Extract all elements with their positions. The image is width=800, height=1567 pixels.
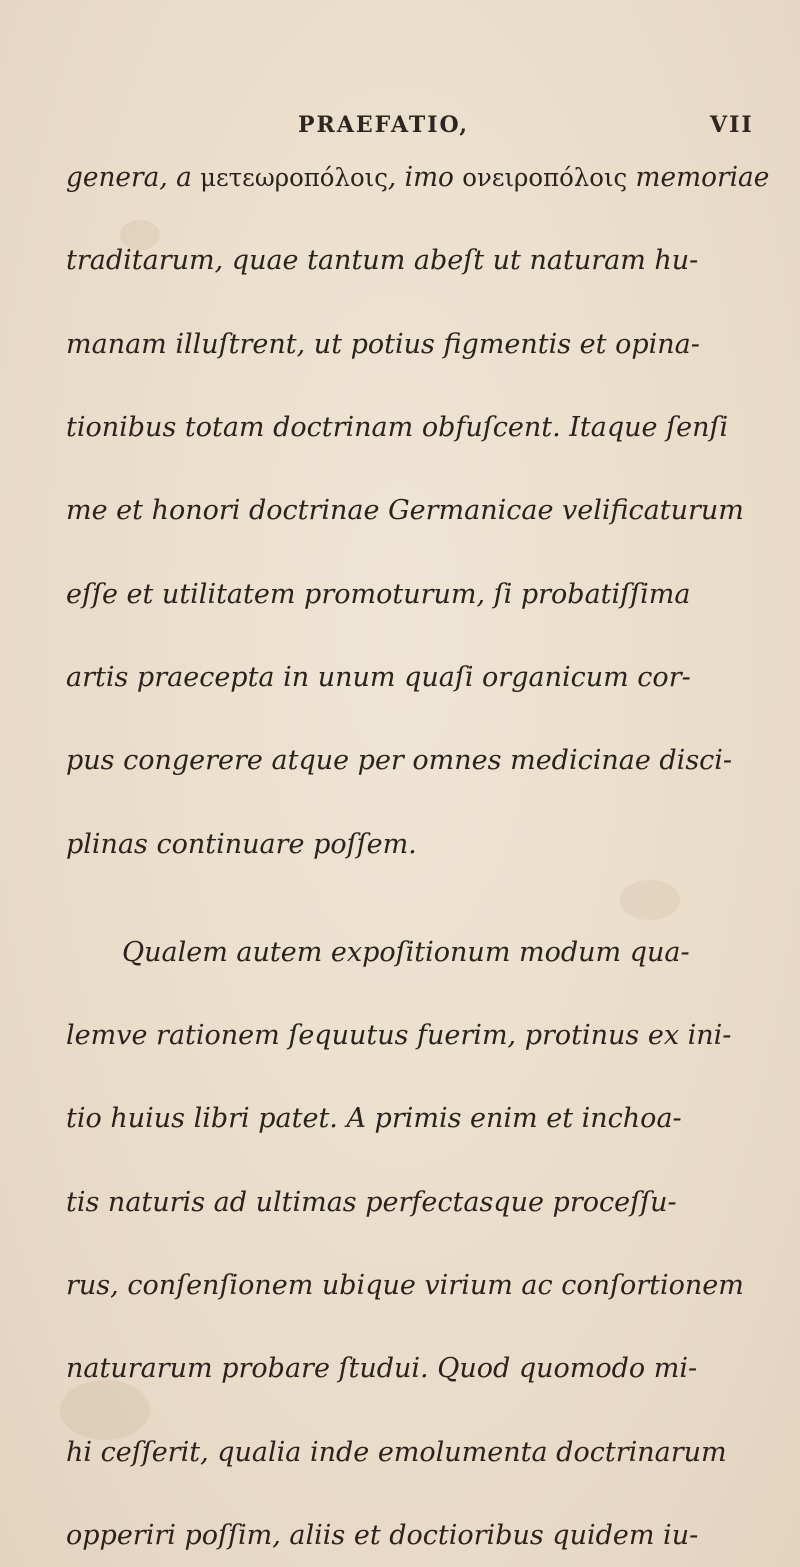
text-line: me et honori doctrinae Germanicae velificaturum <box>66 495 744 527</box>
text-line: lemve rationem ſequutus fuerim, protinus ex ini- <box>66 1020 732 1052</box>
text-line: traditarum, quae tantum abeſt ut naturam hu- <box>66 245 699 277</box>
text-line: Qualem autem expoſitionum modum qua- <box>122 936 690 968</box>
text-line: tis naturis ad ultimas perfectasque proceſſu- <box>66 1186 677 1218</box>
text-line: manam illuſtrent, ut potius figmentis et opina- <box>66 328 700 360</box>
text-line: plinas continuare poſſem. <box>66 828 417 860</box>
text-line: pus congerere atque per omnes medicinae disci- <box>66 745 733 777</box>
text-line: rus, conſenſionem ubique virium ac conſortionem <box>66 1270 744 1302</box>
text-line: artis praecepta in unum quaſi organicum cor- <box>66 661 691 693</box>
running-head: PRAEFATIO, <box>298 112 470 138</box>
page-number: VII <box>710 112 754 138</box>
page-header <box>0 112 800 148</box>
greek-word: ονειροπόλοις <box>462 163 628 192</box>
paper-stain <box>620 880 680 920</box>
text-line: genera, a μετεωροπόλοις, imo ονειροπόλοις memoriae <box>66 162 770 193</box>
text-line: eſſe et utilitatem promoturum, ſi probatiſſima <box>66 578 691 610</box>
text-line: tio huius libri patet. A primis enim et inchoa- <box>66 1103 682 1135</box>
paper-stain <box>60 1380 150 1440</box>
text-line: opperiri poſſim, aliis et doctioribus quidem iu- <box>66 1520 699 1551</box>
greek-word: μετεωροπόλοις <box>200 163 388 192</box>
text-line: naturarum probare ſtudui. Quod quomodo mi- <box>66 1353 698 1385</box>
text-line: tionibus totam doctrinam obfuſcent. Itaque ſenſi <box>66 411 729 443</box>
text-line: hi ceſſerit, qualia inde emolumenta doctrinarum <box>66 1436 727 1468</box>
